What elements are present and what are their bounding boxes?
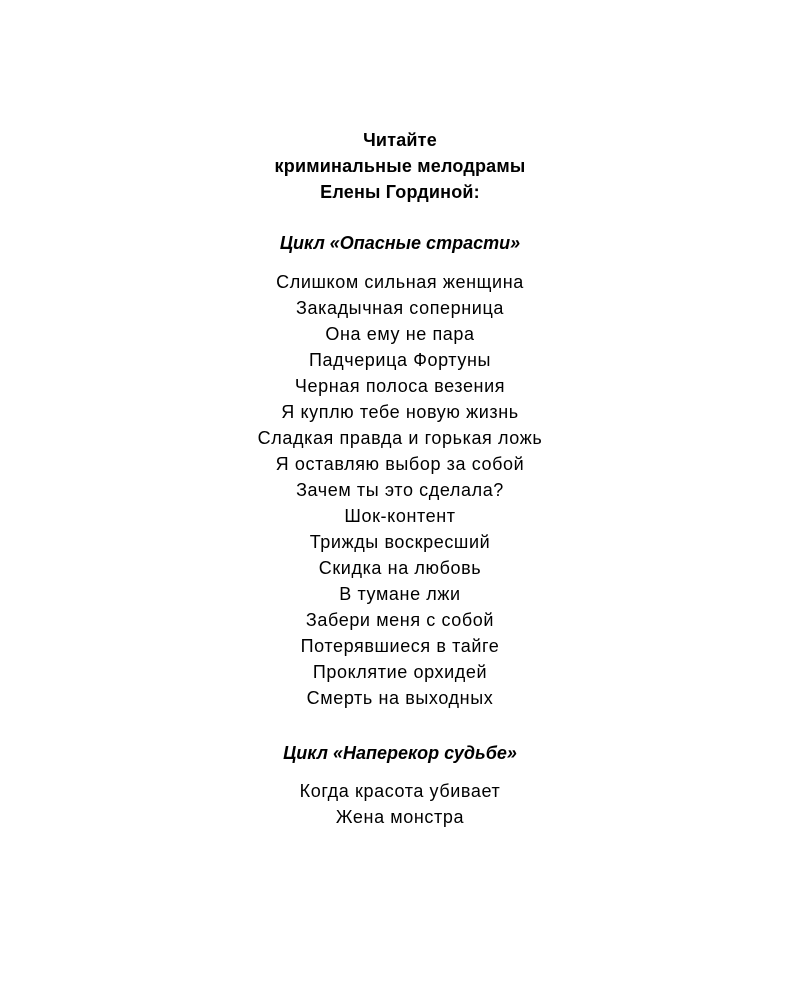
heading-line-1: Читайте	[363, 130, 437, 150]
list-item: Падчерица Фортуны	[308, 350, 492, 370]
list-item: Сладкая правда и горькая ложь	[257, 428, 543, 448]
list-item: Жена монстра	[335, 807, 465, 827]
list-item: В тумане лжи	[339, 584, 461, 604]
page-heading	[0, 127, 800, 205]
list-item: Черная полоса везения	[294, 376, 506, 396]
list-item: Трижды воскресший	[309, 532, 491, 552]
list-item: Шок-контент	[344, 506, 456, 526]
list-item: Я оставляю выбор за собой	[275, 454, 525, 474]
heading-line-2: криминальные мелодрамы	[274, 156, 526, 176]
list-item: Проклятие орхидей	[312, 662, 488, 682]
book-list-against-fate	[0, 778, 800, 830]
list-item: Зачем ты это сделала?	[296, 480, 504, 500]
list-item: Она ему не пара	[325, 324, 475, 344]
cycle-title-dangerous-passions: Цикл «Опасные страсти»	[279, 233, 521, 253]
list-item: Закадычная соперница	[296, 298, 504, 318]
list-item: Когда красота убивает	[299, 781, 501, 801]
list-item: Забери меня с собой	[305, 610, 495, 630]
list-item: Потерявшиеся в тайге	[300, 636, 500, 656]
list-item: Я куплю тебе новую жизнь	[281, 402, 519, 422]
list-item: Смерть на выходных	[306, 688, 494, 708]
cycle-title-against-fate: Цикл «Наперекор судьбе»	[283, 743, 517, 763]
heading-line-3: Елены Гординой:	[320, 182, 480, 202]
list-item: Слишком сильная женщина	[276, 272, 524, 292]
list-item: Скидка на любовь	[318, 558, 482, 578]
book-list-dangerous-passions	[0, 269, 800, 711]
